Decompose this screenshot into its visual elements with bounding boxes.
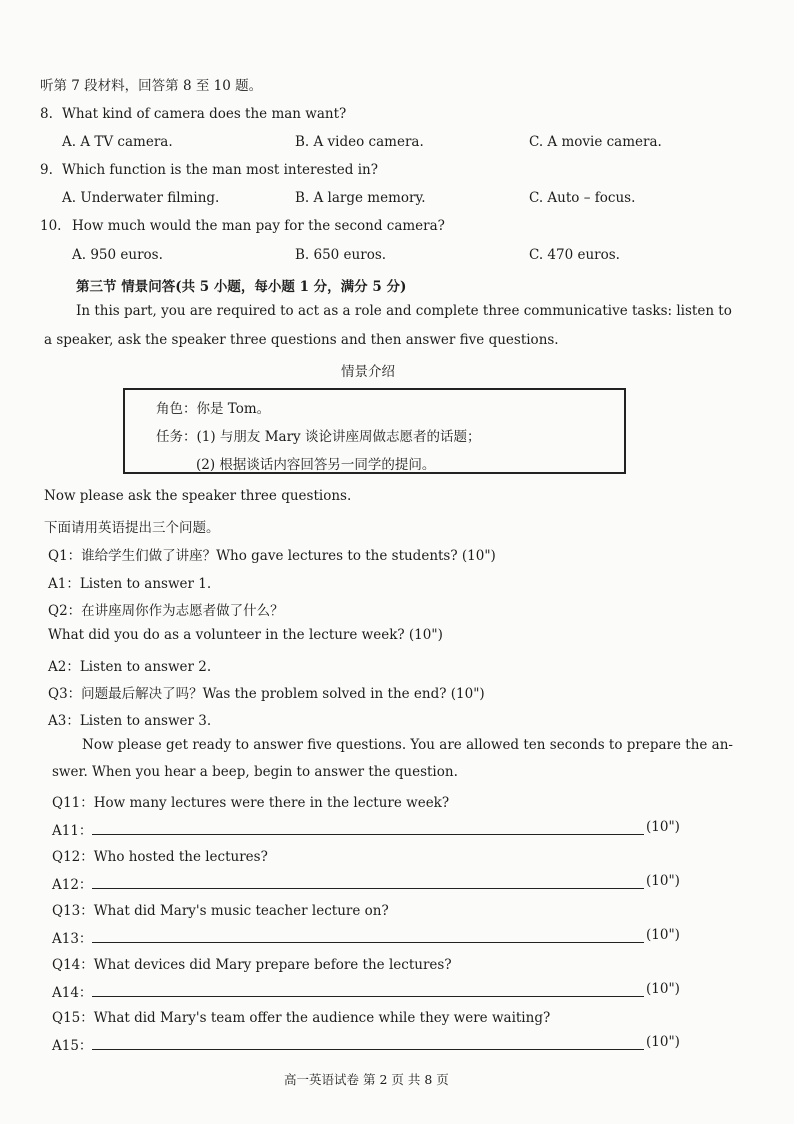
q12-text: Q12：Who hosted the lectures? [52, 849, 268, 865]
question-9-option-c: C. Auto – focus. [529, 190, 636, 206]
question-8-option-b: B. A video camera. [295, 134, 424, 150]
a12-label: A12： [52, 877, 93, 893]
page-footer: 高一英语试卷 第 2 页 共 8 页 [284, 1072, 449, 1087]
scenario-task-1: 任务：(1) 与朋友 Mary 谈论讲座周做志愿者的话题； [156, 429, 481, 445]
question-9-number: 9. [40, 162, 53, 178]
ask-instruction-en: Now please ask the speaker three questions. [44, 488, 352, 504]
a3-line: A3：Listen to answer 3. [48, 713, 212, 729]
a13-label: A13： [52, 931, 93, 947]
q11-text: Q11：How many lectures were there in the lecture week? [52, 795, 450, 811]
question-10-text: How much would the man pay for the second camera? [72, 218, 445, 234]
question-10-option-b: B. 650 euros. [295, 247, 387, 263]
question-10-number: 10. [40, 218, 62, 234]
q13-text: Q13：What did Mary's music teacher lecture on? [52, 903, 389, 919]
a14-label: A14： [52, 985, 93, 1001]
question-9-option-a: A. Underwater filming. [62, 190, 220, 206]
a15-answer-line[interactable] [92, 1049, 644, 1050]
question-9-option-b: B. A large memory. [295, 190, 426, 206]
q3-line: Q3：问题最后解决了吗？Was the problem solved in the end? (10") [48, 686, 485, 702]
scenario-role: 角色：你是 Tom。 [156, 401, 271, 417]
a13-time: (10") [646, 927, 680, 943]
a2-line: A2：Listen to answer 2. [48, 659, 212, 675]
question-10-option-c: C. 470 euros. [529, 247, 620, 263]
scenario-title: 情景介绍 [341, 364, 395, 380]
a14-answer-line[interactable] [92, 996, 644, 997]
a11-label: A11： [52, 823, 93, 839]
section-instruction: 听第 7 段材料，回答第 8 至 10 题。 [40, 78, 263, 94]
question-8-text: What kind of camera does the man want? [62, 106, 347, 122]
q15-text: Q15：What did Mary's team offer the audience while they were waiting? [52, 1010, 551, 1026]
section-3-intro-line-2: a speaker, ask the speaker three questions and then answer five questions. [44, 332, 559, 348]
a12-time: (10") [646, 873, 680, 889]
question-10-option-a: A. 950 euros. [72, 247, 163, 263]
q2-en-line: What did you do as a volunteer in the lecture week? (10") [48, 627, 443, 643]
ask-instruction-cn: 下面请用英语提出三个问题。 [44, 520, 220, 536]
a14-time: (10") [646, 981, 680, 997]
ready-instruction-line-2: swer. When you hear a beep, begin to answer the question. [52, 764, 458, 780]
question-8-option-c: C. A movie camera. [529, 134, 662, 150]
a15-label: A15： [52, 1038, 93, 1054]
a1-line: A1：Listen to answer 1. [48, 576, 212, 592]
a15-time: (10") [646, 1034, 680, 1050]
question-9-text: Which function is the man most interested in? [62, 162, 378, 178]
a11-answer-line[interactable] [92, 834, 644, 835]
q1-line: Q1：谁给学生们做了讲座？Who gave lectures to the students? (10") [48, 548, 496, 564]
section-3-intro-line-1: In this part, you are required to act as a role and complete three communicative tasks: listen to [76, 303, 732, 319]
scenario-task-2: (2) 根据谈话内容回答另一同学的提问。 [196, 457, 436, 473]
q14-text: Q14：What devices did Mary prepare before the lectures? [52, 957, 452, 973]
a12-answer-line[interactable] [92, 888, 644, 889]
section-3-title: 第三节 情景问答(共 5 小题，每小题 1 分，满分 5 分) [76, 279, 407, 295]
q2-cn-line: Q2：在讲座周你作为志愿者做了什么？ [48, 603, 284, 619]
ready-instruction-line-1: Now please get ready to answer five questions. You are allowed ten seconds to prepare the an- [82, 737, 733, 753]
question-8-option-a: A. A TV camera. [62, 134, 173, 150]
question-8-number: 8. [40, 106, 53, 122]
a11-time: (10") [646, 819, 680, 835]
a13-answer-line[interactable] [92, 942, 644, 943]
